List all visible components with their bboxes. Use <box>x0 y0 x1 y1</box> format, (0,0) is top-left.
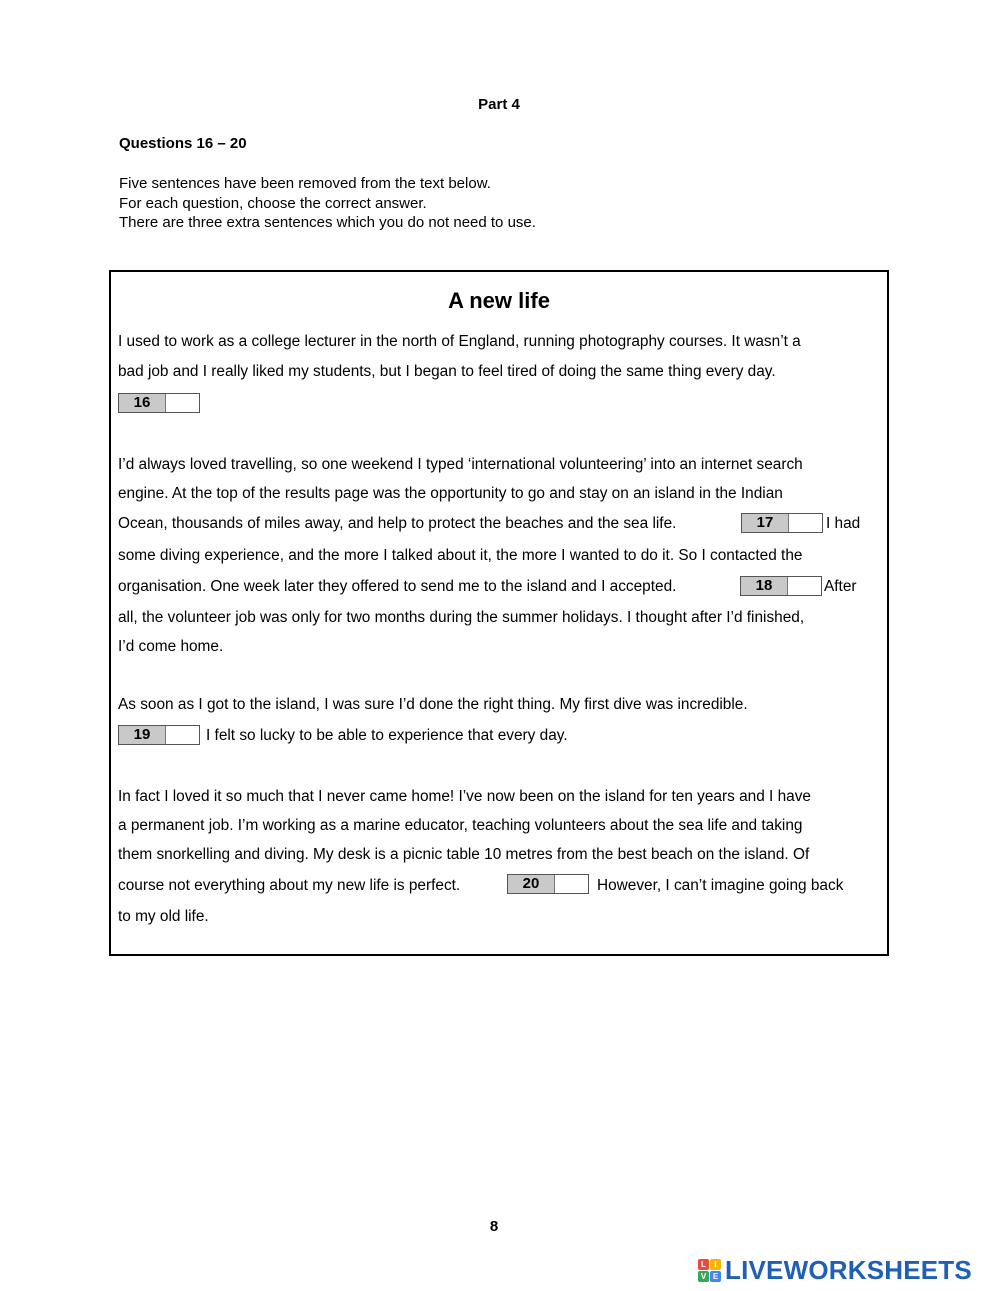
liveworksheets-logo <box>698 1255 972 1286</box>
answer-gap-16[interactable] <box>118 393 200 413</box>
article-line: all, the volunteer job was only for two months during the summer holidays. I thought after I’d finished, <box>118 609 805 626</box>
article-line: organisation. One week later they offered to send me to the island and I accepted. <box>118 578 677 595</box>
page-number: 8 <box>489 1218 499 1235</box>
part-title: Part 4 <box>478 96 520 113</box>
logo-letter: V <box>698 1271 709 1282</box>
questions-heading: Questions 16 – 20 <box>119 135 247 152</box>
article-line: I used to work as a college lecturer in the north of England, running photography courses. It wasn’t a <box>118 333 801 350</box>
article-line: I’d always loved travelling, so one weekend I typed ‘international volunteering’ into an internet search <box>118 456 803 473</box>
gap-number: 17 <box>742 514 789 532</box>
logo-letter: I <box>710 1259 721 1270</box>
gap-number: 19 <box>119 726 166 744</box>
instruction-line: Five sentences have been removed from the text below. <box>119 175 491 192</box>
logo-letter: E <box>710 1271 721 1282</box>
gap-number: 20 <box>508 875 555 893</box>
answer-gap-18[interactable] <box>740 576 822 596</box>
gap-number: 16 <box>119 394 166 412</box>
logo-icon <box>698 1259 721 1282</box>
instructions <box>119 174 536 233</box>
article-line: to my old life. <box>118 908 209 925</box>
article-line: some diving experience, and the more I talked about it, the more I wanted to do it. So I contacted the <box>118 547 803 564</box>
article-line: I had <box>826 515 861 532</box>
logo-text: LIVEWORKSHEETS <box>725 1255 972 1285</box>
instruction-line: There are three extra sentences which you do not need to use. <box>119 214 536 231</box>
article-line: engine. At the top of the results page was the opportunity to go and stay on an island in the Indian <box>118 485 783 502</box>
article-line: them snorkelling and diving. My desk is a picnic table 10 metres from the best beach on the island. Of <box>118 846 810 863</box>
answer-gap-20[interactable] <box>507 874 589 894</box>
article-line: course not everything about my new life is perfect. <box>118 877 461 894</box>
article-line: I’d come home. <box>118 638 224 655</box>
answer-gap-17[interactable] <box>741 513 823 533</box>
article-line: However, I can’t imagine going back <box>597 877 844 894</box>
article-line: Ocean, thousands of miles away, and help to protect the beaches and the sea life. <box>118 515 677 532</box>
gap-number: 18 <box>741 577 788 595</box>
article-line: I felt so lucky to be able to experience that every day. <box>206 727 568 744</box>
article-line: a permanent job. I’m working as a marine educator, teaching volunteers about the sea life and taking <box>118 817 803 834</box>
instruction-line: For each question, choose the correct answer. <box>119 194 427 212</box>
article-line: bad job and I really liked my students, but I began to feel tired of doing the same thing every day. <box>118 363 776 380</box>
article-title: A new life <box>448 288 550 313</box>
article-line: After <box>824 578 857 595</box>
answer-gap-19[interactable] <box>118 725 200 745</box>
logo-letter: L <box>698 1259 709 1270</box>
article-line: In fact I loved it so much that I never came home! I’ve now been on the island for ten years and I have <box>118 788 811 805</box>
article-line: As soon as I got to the island, I was sure I’d done the right thing. My first dive was incredible. <box>118 696 748 713</box>
